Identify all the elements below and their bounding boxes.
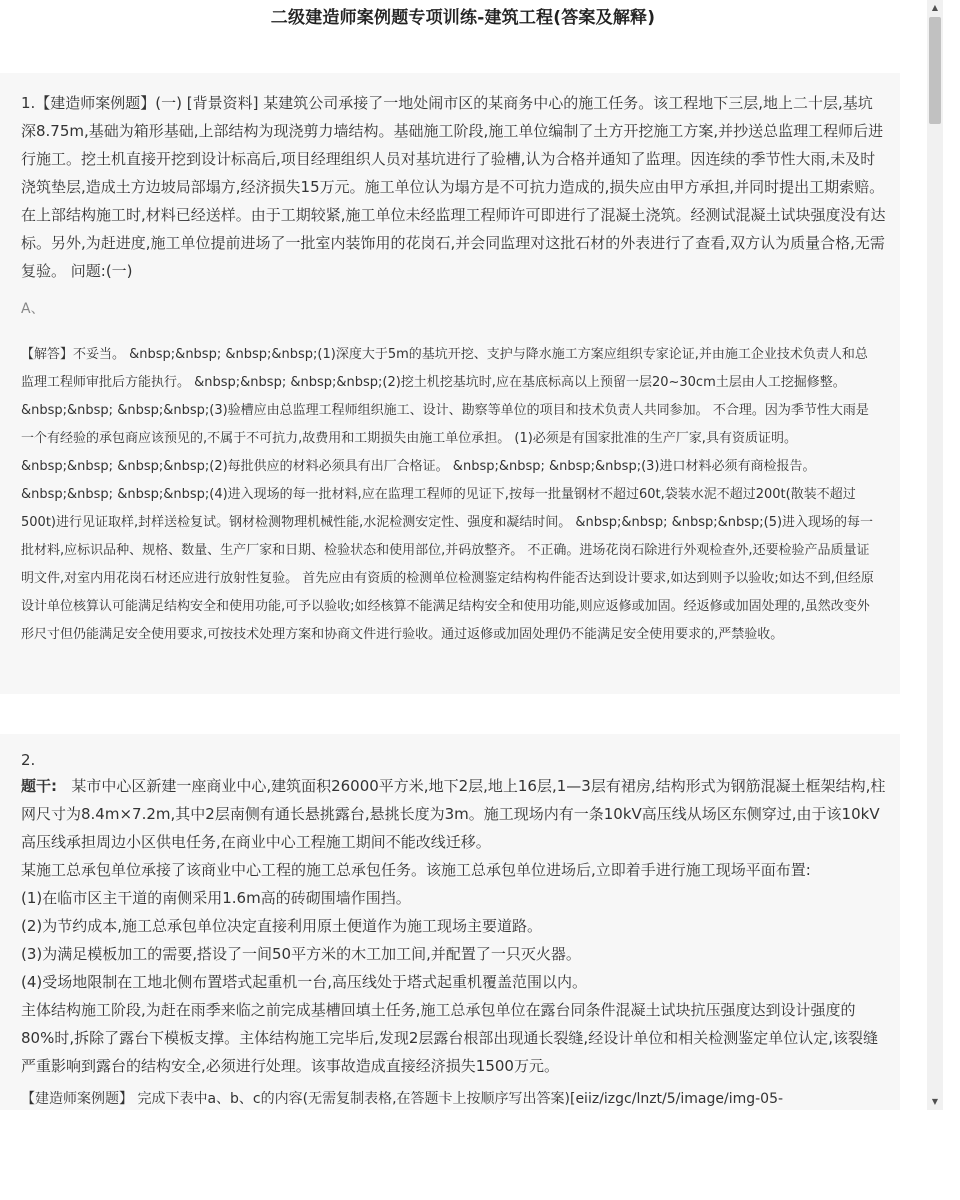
question-2-paragraph: 题干: 某市中心区新建一座商业中心,建筑面积26000平方米,地下2层,地上16层,1—3层有裙房,结构形式为钢筋混凝土框架结构,柱网尺寸为8.4m×7.2m,其中2层南侧有通长悬挑露台,悬挑长度为3m。施工现场内有一条10kV高压线从场区东侧穿过,由于该10kV高压线承担周边小区供电任务,在商业中心工程施工期间不能改线迁移。 — [21, 777, 886, 851]
vertical-scrollbar[interactable] — [927, 0, 943, 1110]
question-2-next-line: 【建造师案例题】 完成下表中a、b、c的内容(无需复制表格,在答题卡上按顺序写出答案)[eiiz/izgc/lnzt/5/image/img-05- — [21, 1091, 784, 1107]
question-2-paragraph: 某施工总承包单位承接了该商业中心工程的施工总承包任务。该施工总承包单位进场后,立即着手进行施工现场平面布置: — [21, 861, 811, 879]
question-2-number: 2. — [21, 751, 36, 769]
question-1-text: 1.【建造师案例题】(一) [背景资料] 某建筑公司承接了一地处闹市区的某商务中心的施工任务。该工程地下三层,地上二十层,基坑深8.75m,基础为箱形基础,上部结构为现浇剪力墙结构。基础施工阶段,施工单位编制了土方开挖施工方案,并抄送总监理工程师后进行施工。挖土机直接开挖到设计标高后,项目经理组织人员对基坑进行了验槽,认为合格并通知了监理。因连续的季节性大雨,未及时浇筑垫层,造成土方边坡局部塌方,经济损失15万元。施工单位认为塌方是不可抗力造成的,损失应由甲方承担,并同时提出工期索赔。 在上部结构施工时,材料已经送样。由于工期较紧,施工单位未经监理工程师许可即进行了混凝土浇筑。经测试混凝土试块强度没有达标。另外,为赶进度,施工单位提前进场了一批室内装饰用的花岗石,并会同监理对这批石材的外表进行了查看,双方认为质量合格,无需复验。 问题:(一) — [21, 94, 886, 280]
answer-label: 【解答】 — [21, 347, 74, 362]
question-card-1 — [0, 73, 900, 694]
question-2-paragraph: (3)为满足模板加工的需要,搭设了一间50平方米的木工加工间,并配置了一只灭火器。 — [21, 945, 581, 963]
question-2-body — [21, 772, 886, 1080]
answer-block — [21, 341, 886, 649]
question-2-paragraph: (1)在临市区主干道的南侧采用1.6m高的砖砌围墙作围挡。 — [21, 889, 411, 907]
question-2-paragraph: 主体结构施工阶段,为赶在雨季来临之前完成基槽回填土任务,施工总承包单位在露台同条件混凝土试块抗压强度达到设计强度的80%时,拆除了露台下模板支撑。主体结构施工完毕后,发现2层露台根部出现通长裂缝,经设计单位和相关检测鉴定单位认定,该裂缝严重影响到露台的结构安全,必须进行处理。该事故造成直接经济损失1500万元。 — [21, 1001, 878, 1075]
scroll-up-arrow-icon[interactable]: ▲ — [931, 3, 939, 12]
scroll-down-arrow-icon[interactable]: ▼ — [931, 1097, 939, 1106]
answer-text: 不妥当。 &nbsp;&nbsp; &nbsp;&nbsp;(1)深度大于5m的基坑开挖、支护与降水施工方案应组织专家论证,并由施工企业技术负责人和总监理工程师审批后方能执行。 &nbsp;&nbsp; &nbsp;&nbsp;(2)挖土机挖基坑时,应在基底标高以上预留一层20~30cm土层由人工挖掘修整。 &nbsp;&nbsp; &nbsp;&nbsp;(3)验槽应由总监理工程师组织施工、设计、勘察等单位的项目和技术负责人共同参加。 不合理。因为季节性大雨是一个有经验的承包商应该预见的,不属于不可抗力,故费用和工期损失由施工单位承担。 (1)必须是有国家批准的生产厂家,具有资质证明。 &nbsp;&nbsp; &nbsp;&nbsp;(2)每批供应的材料必须具有出厂合格证。 &nbsp;&nbsp; &nbsp;&nbsp;(3)进口材料必须有商检报告。 &nbsp;&nbsp; &nbsp;&nbsp;(4)进入现场的每一批材料,应在监理工程师的见证下,按每一批量钢材不超过60t,袋装水泥不超过200t(散装不超过500t)进行见证取样,封样送检复试。钢材检测物理机械性能,水泥检测安定性、强度和凝结时间。 &nbsp;&nbsp; &nbsp;&nbsp;(5)进入现场的每一批材料,应标识品种、规格、数量、生产厂家和日期、检验状态和使用部位,并码放整齐。 不正确。进场花岗石除进行外观检查外,还要检验产品质量证明文件,对室内用花岗石材还应进行放射性复验。 首先应由有资质的检测单位检测鉴定结构构件能否达到设计要求,如达到则予以验收;如达不到,但经原设计单位核算认可能满足结构安全和使用功能,可予以验收;如经核算不能满足结构安全和使用功能,则应返修或加固。经返修或加固处理的,虽然改变外形尺寸但仍能满足安全使用要求,可按技术处理方案和协商文件进行验收。通过返修或加固处理仍不能满足安全使用要求的,严禁验收。 — [21, 347, 874, 642]
question-2-paragraph: (4)受场地限制在工地北侧布置塔式起重机一台,高压线处于塔式起重机覆盖范围以内。 — [21, 973, 588, 991]
page-title: 二级建造师案例题专项训练-建筑工程(答案及解释) — [270, 8, 656, 28]
scrollbar-thumb[interactable] — [929, 17, 941, 124]
question-card-2 — [0, 734, 900, 1110]
question-2-paragraph: (2)为节约成本,施工总承包单位决定直接利用原土便道作为施工现场主要道路。 — [21, 917, 543, 935]
stem-label: 题干: — [21, 777, 57, 795]
option-a-label[interactable]: A、 — [21, 301, 45, 317]
